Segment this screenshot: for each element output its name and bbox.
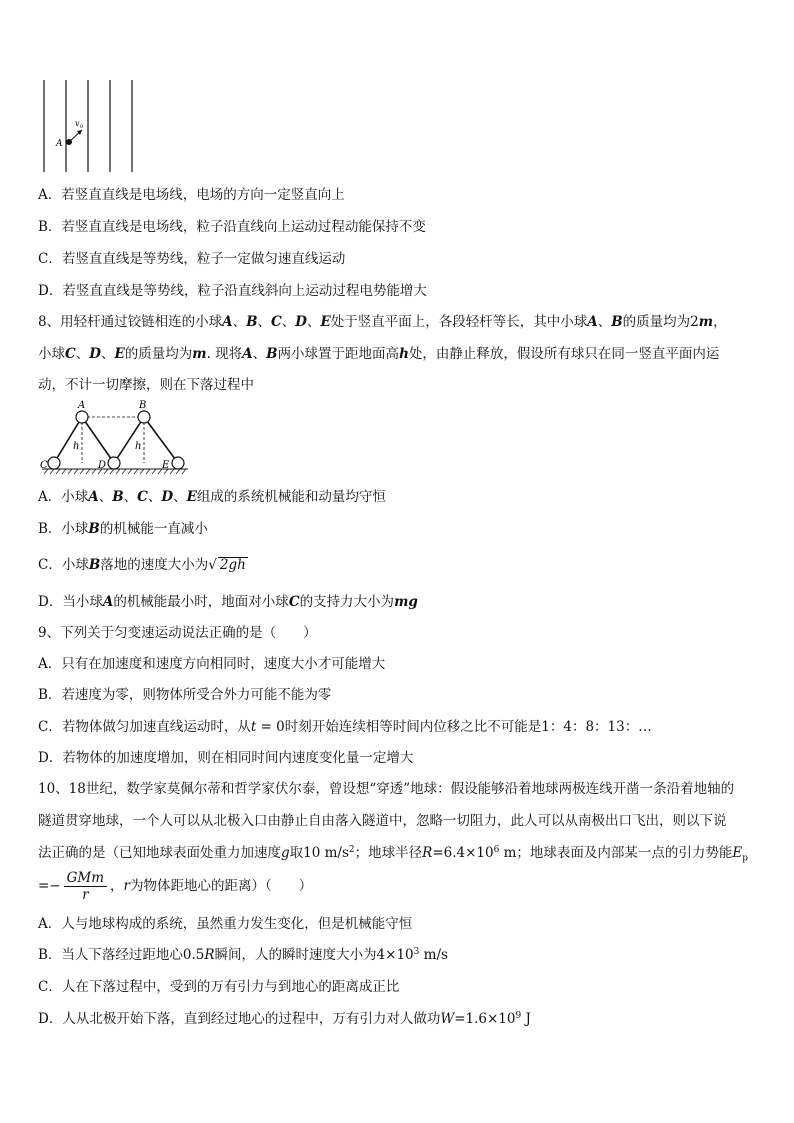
fig1-label-v: v	[75, 119, 80, 128]
q7-option-a: A．若竖直直线是电场线，电场的方向一定竖直向上	[38, 187, 345, 203]
q10-stem-line1: 10、18世纪，数学家莫佩尔蒂和哲学家伏尔泰，曾设想“穿透”地球：假设能够沿着地球两极连线开凿一条沿着地轴的	[38, 781, 735, 797]
ball-e	[172, 457, 184, 469]
label-ball-d: D	[98, 460, 107, 471]
figure-field-lines	[38, 80, 138, 174]
q10-stem-line3: 法正确的是（已知地球表面处重力加速度g取10 $m/s^2$；地球半径$R=6.4\times 10^6$ m；地球表面及内部某一点的引力势能$E_p$	[38, 845, 749, 864]
q10-option-b: B．当人下落经过距地心0.5R瞬间，人的瞬时速度大小为$4\times 10^3$ m/s	[38, 947, 448, 963]
label-ball-e: E	[162, 460, 170, 471]
particle-a	[66, 139, 72, 145]
q7-option-c: C．若竖直直线是等势线，粒子一定做匀速直线运动	[38, 251, 346, 267]
label-height-1: h	[73, 441, 80, 452]
sqrt-2gh: 2gh	[219, 557, 246, 573]
label-height-2: h	[135, 441, 142, 452]
q9-option-a: A．只有在加速度和速度方向相同时，速度大小才可能增大	[38, 656, 386, 672]
q10-stem-line4: =− $\frac{\text{GMm}}{r}$ ，r为物体距地心的距离）（ ）	[38, 870, 313, 903]
figure-linked-balls	[38, 397, 190, 479]
fig1-label-v-sub: 0	[80, 124, 84, 130]
sqrt-symbol: √	[208, 557, 217, 573]
q7-option-d: D．若竖直直线是等势线，粒子沿直线斜向上运动过程电势能增大	[38, 283, 427, 299]
q10-option-c: C．人在下落过程中，受到的万有引力与到地心的距离成正比	[38, 979, 400, 995]
q8-option-d: D．当小球A的机械能最小时，地面对小球C的支持力大小为mg	[38, 594, 418, 610]
fig1-label-a: A	[56, 139, 63, 149]
q9-option-b: B．若速度为零，则物体所受合外力可能不能为零	[38, 687, 332, 703]
q7-option-b: B．若竖直直线是电场线，粒子沿直线向上运动过程动能保持不变	[38, 219, 426, 235]
q8-stem-line2: 小球C、D、E的质量均为m. 现将A、B两小球置于距地面高h处，由静止释放，假设所有球只在同一竖直平面内运	[38, 346, 720, 362]
label-ball-b: B	[139, 400, 147, 411]
ball-c	[48, 457, 60, 469]
q8-stem-line1: 8、用轻杆通过铰链相连的小球A、B、C、D、E处于竖直平面上，各段轻杆等长，其中小球A、B的质量均为2m，	[38, 314, 727, 330]
ball-d	[108, 457, 120, 469]
label-ball-a: A	[78, 400, 86, 411]
label-ball-c: C	[40, 460, 48, 471]
q9-stem: 9、下列关于匀变速运动说法正确的是（ ）	[38, 625, 317, 641]
q10-option-a: A．人与地球构成的系统，虽然重力发生变化，但是机械能守恒	[38, 916, 413, 932]
q9-option-c: C．若物体做匀加速直线运动时，从t = 0时刻开始连续相等时间内位移之比不可能是1：4：8：13：…	[38, 719, 652, 735]
q10-option-d: D．人从北极开始下落，直到经过地心的过程中，万有引力对人做功$W=1.6\times 10^9$ J	[38, 1011, 531, 1027]
ball-b	[138, 411, 150, 423]
q8-option-a: A．小球A、B、C、D、E组成的系统机械能和动量均守恒	[38, 489, 386, 505]
q8-option-b: B．小球B的机械能一直减小	[38, 521, 208, 537]
q9-option-d: D．若物体的加速度增加，则在相同时间内速度变化量一定增大	[38, 750, 414, 766]
ball-a	[76, 411, 88, 423]
q8-option-c: C．小球B落地的速度大小为√ 2gh	[38, 557, 246, 573]
q8-stem-line3: 动，不计一切摩擦，则在下落过程中	[38, 377, 254, 393]
q10-stem-line2: 隧道贯穿地球，一个人可以从北极入口由静止自由落入隧道中，忽略一切阻力，此人可以从南极出口飞出，则以下说	[38, 813, 727, 829]
potential-fraction: $\frac{\text{GMm}}{r}$	[64, 870, 107, 903]
